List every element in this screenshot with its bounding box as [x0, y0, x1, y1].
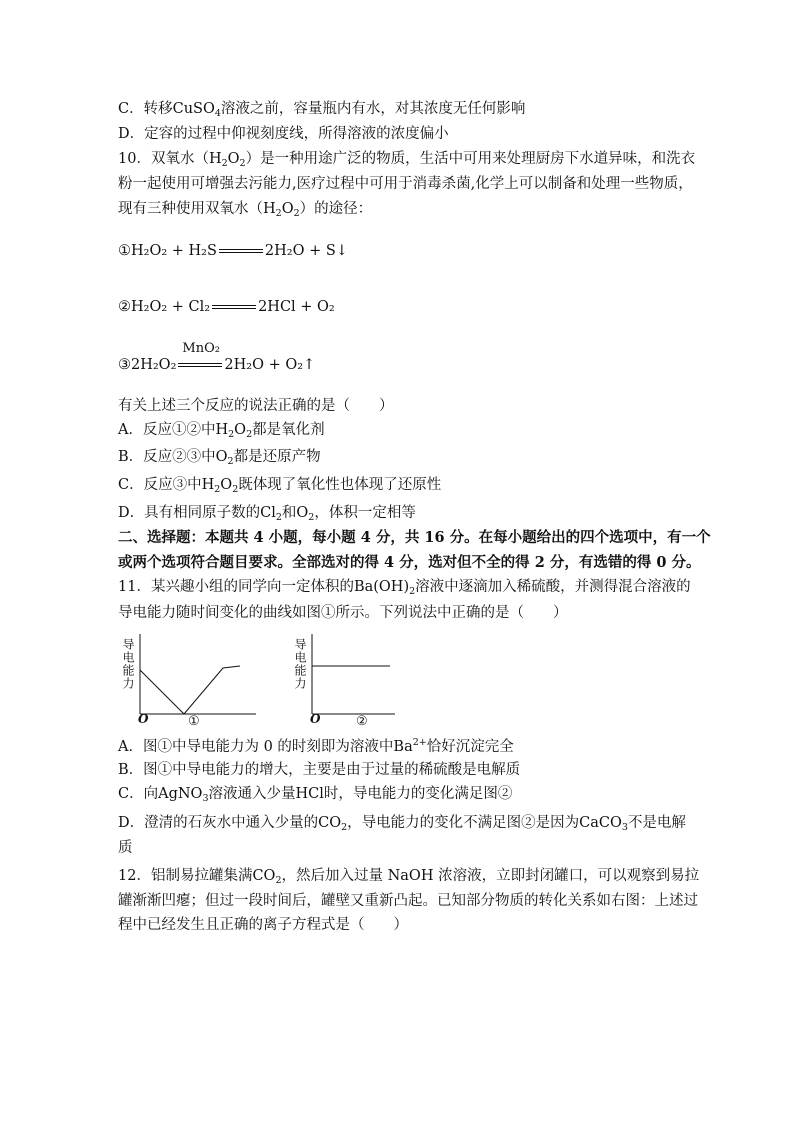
q10-option-c: C．反应③中$H_2O_2$既体现了氧化性也体现了还原性: [118, 477, 442, 495]
equation-3: ③2H₂O₂ MnO₂ 2H₂O + O₂↑: [118, 341, 316, 373]
q11-option-b: B．图①中导电能力的增大，主要是由于过量的稀硫酸是电解质: [118, 762, 521, 778]
graph-2: [290, 630, 400, 730]
q11-option-d: D．澄清的石灰水中通入少量的$CO_2$，导电能力的变化不满足图②是因为CaCO$_3$不是电解: [118, 815, 686, 833]
q10-stem-line3: 现有三种使用双氧水$(H_2O_2)$的途径：: [118, 201, 373, 219]
q9-option-d: D．定容的过程中仰视刻度线，所得溶液的浓度偏小: [118, 126, 449, 142]
q11-option-d-cont: 质: [118, 840, 133, 856]
graph-1-origin: O: [138, 712, 149, 726]
graph-2-ylabel: 导电能力: [293, 638, 307, 690]
catalyst-label: MnO₂: [182, 341, 220, 356]
section-2-header-line1: 二、选择题：本题共 4 小题，每小题 4 分，共 16 分。在每小题给出的四个选项中，有一个: [118, 529, 711, 546]
q10-question: 有关上述三个反应的说法正确的是（ ）: [118, 398, 394, 414]
equals-sign: [219, 246, 263, 256]
q11-stem-line1: 11．某兴趣小组的同学向一定体积的$Ba(OH)_2$溶液中逐滴加入稀硫酸，并测得混合溶液的: [118, 579, 691, 597]
q10-option-a: A．反应①②中$H_2O_2$都是氧化剂: [118, 422, 325, 440]
section-2-header-line2: 或两个选项符合题目要求。全部选对的得 4 分，选对但不全的得 2 分，有选错的得 0 分。: [118, 554, 701, 571]
q11-stem-line2: 导电能力随时间变化的曲线如图①所示。下列说法中正确的是（ ）: [118, 605, 568, 621]
equation-2: ②H₂O₂ + Cl₂ 2HCl + O₂: [118, 299, 335, 315]
q12-stem-line2: 罐渐渐凹瘪；但过一段时间后，罐壁又重新凸起。已知部分物质的转化关系如右图：上述过: [118, 893, 698, 909]
graph-1-curve: [140, 666, 240, 714]
q12-stem-line3: 程中已经发生且正确的离子方程式是（ ）: [118, 917, 408, 933]
q11-option-c: C．向AgNO$_3$溶液通入少量HCl时，导电能力的变化满足图②: [118, 786, 513, 804]
q10-stem-line2: 粉一起使用可增强去污能力,医疗过程中可用于消毒杀菌,化学上可以制备和处理一些物质，: [118, 176, 693, 192]
equals-sign-catalyst: [178, 341, 222, 370]
q9-option-c: C．转移CuSO$_4$溶液之前，容量瓶内有水，对其浓度无任何影响: [118, 101, 526, 119]
graph-1-caption: ①: [188, 714, 200, 729]
equals-sign: [212, 302, 256, 312]
q10-option-b: B．反应②③中$O_2$都是还原产物: [118, 449, 321, 467]
equation-1: ①H₂O₂ + H₂S 2H₂O + S↓: [118, 243, 348, 259]
graph-2-caption: ②: [356, 714, 368, 729]
q12-stem-line1: 12．铝制易拉罐集满$CO_2$，然后加入过量 NaOH 浓溶液，立即封闭罐口，可以观察到易拉: [118, 868, 700, 886]
q10-option-d: D．具有相同原子数的$Cl_2$和$O_2$，体积一定相等: [118, 505, 416, 523]
q11-option-a: A．图①中导电能力为 0 的时刻即为溶液中$Ba^{2+}$恰好沉淀完全: [118, 737, 514, 755]
q10-stem-line1: 10．双氧水$(H_2O_2)$是一种用途广泛的物质，生活中可用来处理厨房下水道异味，和洗衣: [118, 151, 696, 169]
graph-1-ylabel: 导电能力: [121, 638, 135, 690]
graph-2-origin: O: [310, 712, 321, 726]
graph-1: [118, 630, 258, 730]
graph-2-svg: [290, 630, 400, 730]
